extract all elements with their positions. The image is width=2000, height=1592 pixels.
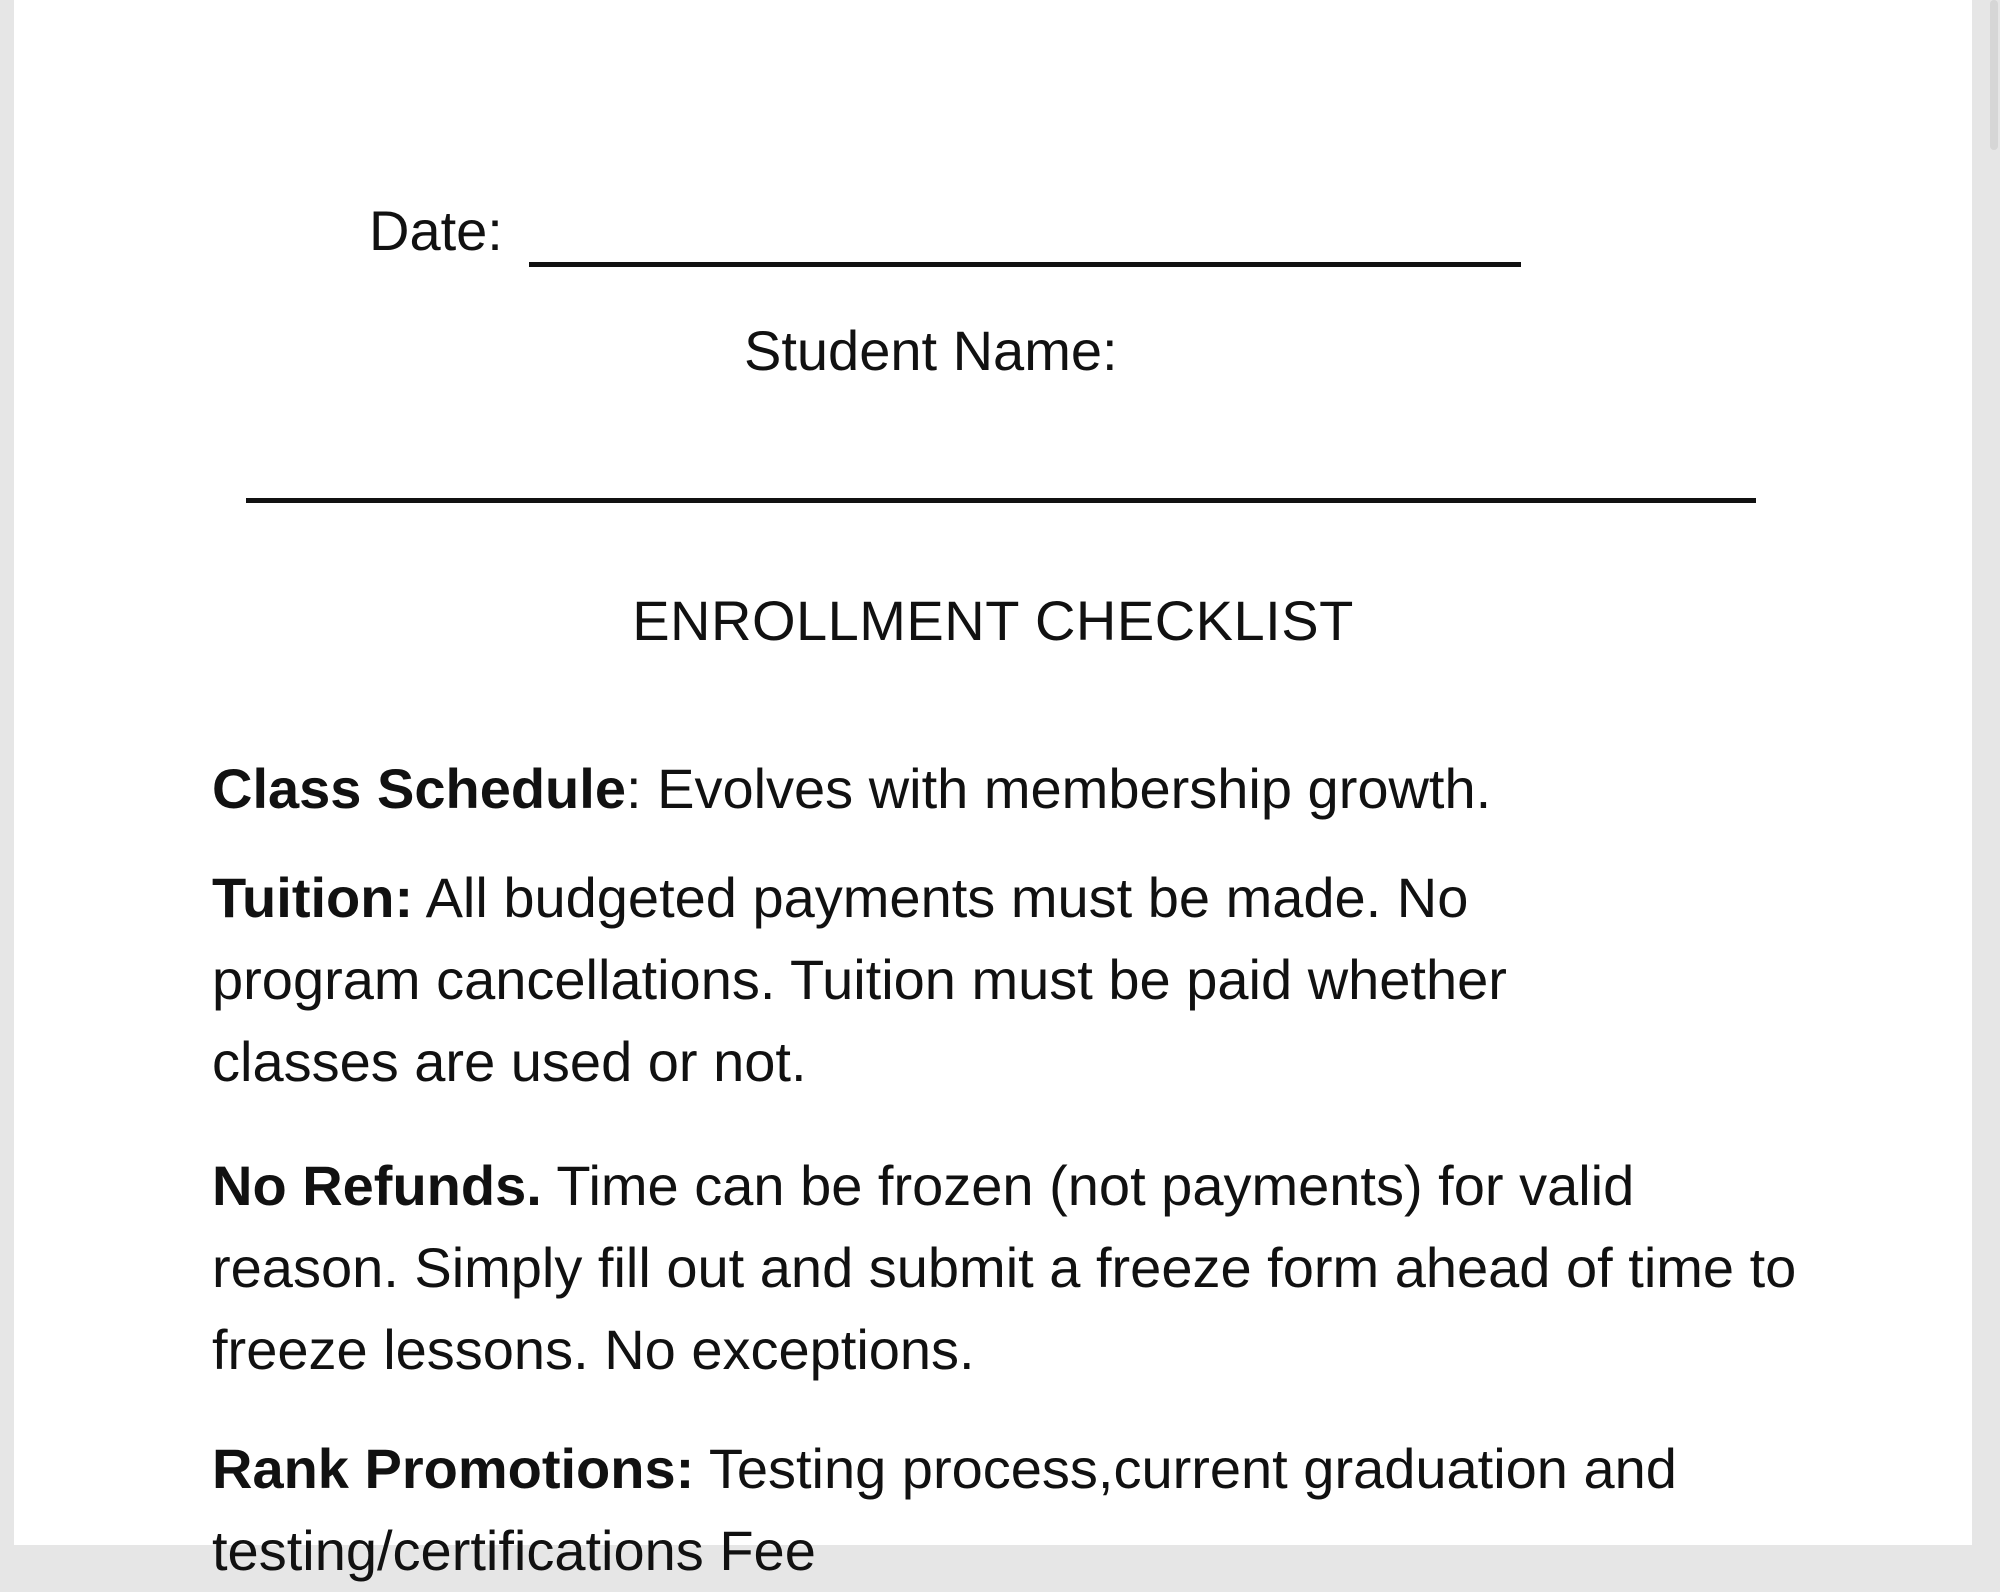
page-title: ENROLLMENT CHECKLIST — [632, 589, 1354, 652]
section-rank-promotions — [212, 1428, 1752, 1592]
date-label: Date: — [369, 199, 503, 262]
section-heading-separator: : — [625, 757, 642, 820]
section-no-refunds — [212, 1145, 1812, 1391]
date-field-line[interactable] — [529, 262, 1521, 267]
section-heading: Rank Promotions: — [212, 1437, 695, 1500]
section-text: Testing process,current graduation and testing/certifications Fee — [212, 1437, 1677, 1582]
section-tuition — [212, 857, 1652, 1103]
document-page — [14, 0, 1972, 1582]
section-class-schedule — [212, 748, 1772, 830]
section-heading: Class Schedule — [212, 757, 626, 820]
section-heading: Tuition: — [212, 866, 414, 929]
student-name-label: Student Name: — [744, 319, 1118, 382]
section-text: All budgeted payments must be made. No program cancellations. Tuition must be paid whether classes are used or not. — [212, 866, 1507, 1093]
section-text: Evolves with membership growth. — [641, 757, 1492, 820]
scrollbar-track[interactable] — [1972, 0, 2000, 1545]
section-text: Time can be frozen (not payments) for valid reason. Simply fill out and submit a freeze form ahead of time to freeze lessons. No exceptions. — [212, 1154, 1797, 1381]
scrollbar-thumb[interactable] — [1990, 0, 1998, 150]
section-heading: No Refunds. — [212, 1154, 542, 1217]
student-name-field-line[interactable] — [246, 498, 1756, 503]
